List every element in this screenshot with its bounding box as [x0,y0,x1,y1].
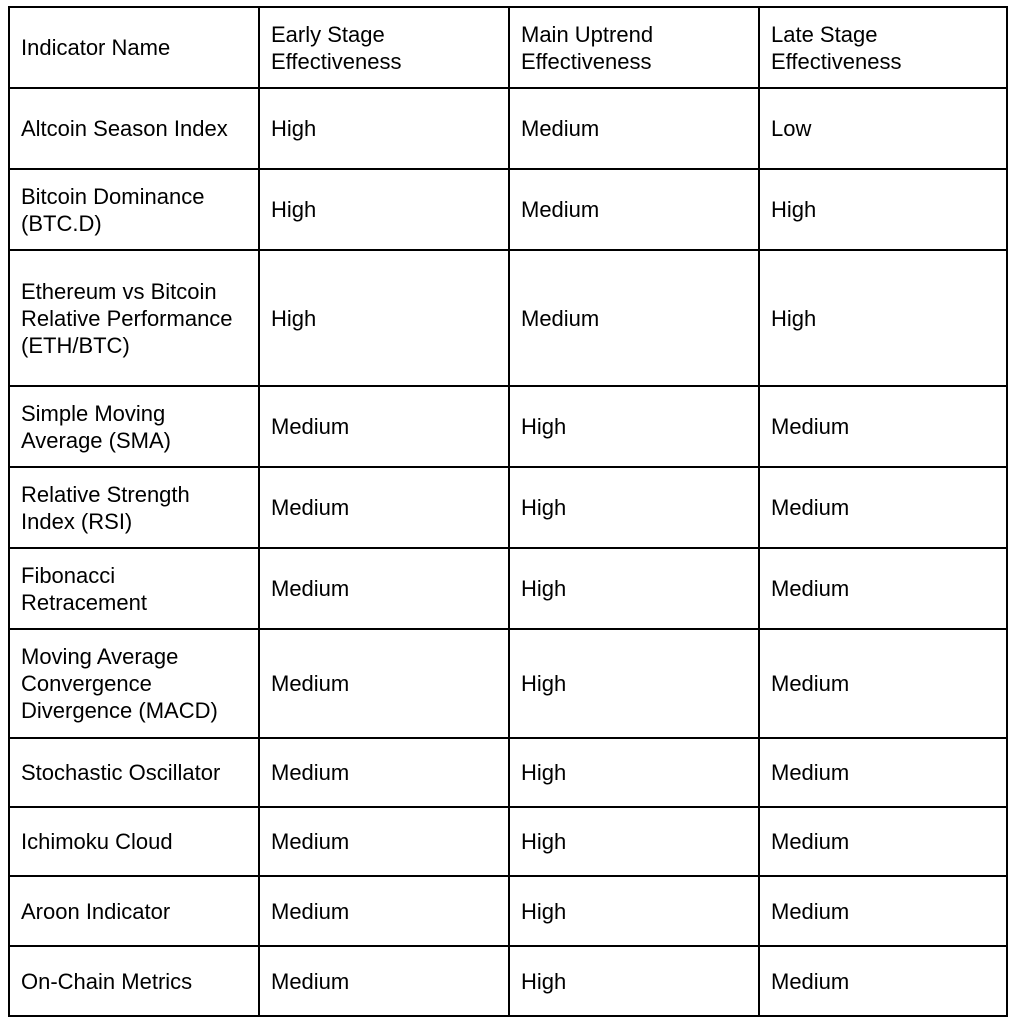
early-stage-cell: Medium [259,946,509,1016]
early-stage-cell: Medium [259,738,509,807]
main-uptrend-cell: High [509,807,759,876]
indicator-name-cell: Aroon Indicator [9,876,259,946]
early-stage-cell: Medium [259,467,509,548]
table-row [9,738,1007,807]
table-row [9,548,1007,629]
early-stage-cell: Medium [259,386,509,467]
indicator-name-cell: Fibonacci Retracement [9,548,259,629]
main-uptrend-cell: High [509,629,759,738]
late-stage-cell: Medium [759,876,1007,946]
header-indicator-name: Indicator Name [9,7,259,88]
table-row [9,467,1007,548]
table-row [9,629,1007,738]
early-stage-cell: Medium [259,629,509,738]
table-row [9,946,1007,1016]
header-late-stage: Late Stage Effectiveness [759,7,1007,88]
main-uptrend-cell: High [509,386,759,467]
late-stage-cell: Medium [759,548,1007,629]
early-stage-cell: Medium [259,876,509,946]
late-stage-cell: Medium [759,467,1007,548]
indicator-name-cell: Stochastic Oscillator [9,738,259,807]
indicator-name-cell: Altcoin Season Index [9,88,259,169]
indicator-name-cell: Ichimoku Cloud [9,807,259,876]
late-stage-cell: Medium [759,807,1007,876]
main-uptrend-cell: High [509,467,759,548]
header-main-uptrend: Main Uptrend Effectiveness [509,7,759,88]
indicator-name-cell: Ethereum vs Bitcoin Relative Performance (ETH/BTC) [9,250,259,386]
main-uptrend-cell: Medium [509,250,759,386]
main-uptrend-cell: High [509,548,759,629]
main-uptrend-cell: High [509,738,759,807]
table-row [9,876,1007,946]
early-stage-cell: High [259,169,509,250]
table-row [9,250,1007,386]
indicator-name-cell: Moving Average Convergence Divergence (MACD) [9,629,259,738]
late-stage-cell: Medium [759,738,1007,807]
late-stage-cell: Medium [759,629,1007,738]
early-stage-cell: Medium [259,548,509,629]
table-body [9,88,1007,1016]
indicator-name-cell: Relative Strength Index (RSI) [9,467,259,548]
early-stage-cell: High [259,88,509,169]
late-stage-cell: Low [759,88,1007,169]
late-stage-cell: Medium [759,946,1007,1016]
table-row [9,169,1007,250]
indicator-effectiveness-table [8,6,1008,1017]
table-row [9,386,1007,467]
indicator-name-cell: Simple Moving Average (SMA) [9,386,259,467]
main-uptrend-cell: High [509,876,759,946]
late-stage-cell: Medium [759,386,1007,467]
table-header-row [9,7,1007,88]
late-stage-cell: High [759,250,1007,386]
late-stage-cell: High [759,169,1007,250]
main-uptrend-cell: High [509,946,759,1016]
table-row [9,88,1007,169]
early-stage-cell: High [259,250,509,386]
main-uptrend-cell: Medium [509,88,759,169]
indicator-name-cell: Bitcoin Dominance (BTC.D) [9,169,259,250]
early-stage-cell: Medium [259,807,509,876]
main-uptrend-cell: Medium [509,169,759,250]
table-row [9,807,1007,876]
header-early-stage: Early Stage Effectiveness [259,7,509,88]
indicator-name-cell: On-Chain Metrics [9,946,259,1016]
